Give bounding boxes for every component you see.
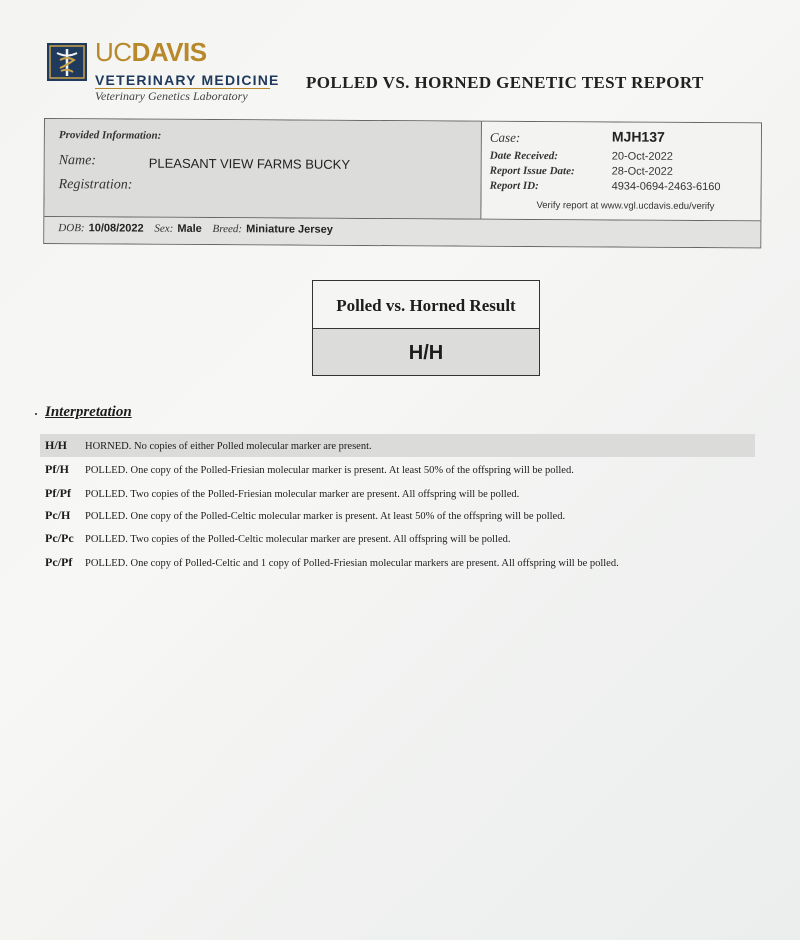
ucdavis-logo xyxy=(47,37,280,103)
genotype-description: POLLED. One copy of the Polled-Celtic molecular marker is present. At least 50% of the offspring will be polled. xyxy=(85,511,566,522)
sex-label: Sex: xyxy=(154,222,174,235)
logo-vetmed: VETERINARY MEDICINE xyxy=(95,72,280,88)
registration-label: Registration: xyxy=(58,177,133,193)
genotype-description: POLLED. Two copies of the Polled-Friesian molecular marker are present. All offspring will be polled. xyxy=(85,489,520,500)
result-heading: Polled vs. Horned Result xyxy=(313,281,539,329)
genotype-code: Pc/Pc xyxy=(45,531,74,545)
case-panel xyxy=(481,122,761,222)
case-label: Case: xyxy=(489,129,521,145)
genotype-description: POLLED. Two copies of the Polled-Celtic molecular marker are present. All offspring will be polled. xyxy=(85,534,511,545)
provided-information-panel xyxy=(44,119,482,220)
dob-value: 10/08/2022 xyxy=(88,222,144,235)
issue-date-value: 28-Oct-2022 xyxy=(611,165,673,178)
report-id-label: Report ID: xyxy=(489,179,539,193)
date-received-value: 20-Oct-2022 xyxy=(611,150,673,163)
bullet-dot xyxy=(35,413,37,415)
verify-link[interactable]: Verify report at www.vgl.ucdavis.edu/verify xyxy=(536,200,715,213)
interpretation-row xyxy=(45,508,565,523)
genotype-code: Pc/Pf xyxy=(45,555,73,569)
interpretation-row xyxy=(45,531,510,546)
report-id-value: 4934-0694-2463-6160 xyxy=(611,180,721,194)
interpretation-row xyxy=(45,486,519,501)
result-value: H/H xyxy=(313,329,539,375)
logo-lab-name: Veterinary Genetics Laboratory xyxy=(95,89,248,103)
interpretation-row xyxy=(45,438,372,453)
logo-wordmark: UCDAVIS xyxy=(95,37,207,67)
report-title: POLLED VS. HORNED GENETIC TEST REPORT xyxy=(306,73,704,92)
genotype-code: Pc/H xyxy=(45,508,71,522)
caduceus-shield-icon xyxy=(47,43,87,81)
name-value: PLEASANT VIEW FARMS BUCKY xyxy=(148,155,351,172)
breed-label: Breed: xyxy=(212,223,243,236)
breed-value: Miniature Jersey xyxy=(246,223,333,236)
dob-label: DOB: xyxy=(58,222,85,235)
information-box xyxy=(43,118,762,248)
animal-details xyxy=(58,222,341,236)
result-box xyxy=(312,280,540,376)
genotype-code: Pf/Pf xyxy=(45,486,71,500)
genotype-description: POLLED. One copy of Polled-Celtic and 1 copy of Polled-Friesian molecular markers are present. All offspring will be polled. xyxy=(85,558,619,569)
sex-value: Male xyxy=(177,222,202,235)
animal-details-row xyxy=(44,217,760,247)
genotype-code: H/H xyxy=(45,438,68,452)
genotype-description: POLLED. One copy of the Polled-Friesian molecular marker is present. At least 50% of the offspring will be polled. xyxy=(85,465,574,476)
genotype-description: HORNED. No copies of either Polled molecular marker are present. xyxy=(85,441,372,452)
issue-date-label: Report Issue Date: xyxy=(489,164,575,178)
interpretation-row xyxy=(45,555,619,570)
provided-heading: Provided Information: xyxy=(58,129,162,142)
interpretation-title: Interpretation xyxy=(45,404,132,420)
genotype-code: Pf/H xyxy=(45,462,69,476)
interpretation-row xyxy=(45,462,574,477)
date-received-label: Date Received: xyxy=(489,149,558,163)
name-label: Name: xyxy=(58,153,97,169)
case-value: MJH137 xyxy=(611,128,665,145)
